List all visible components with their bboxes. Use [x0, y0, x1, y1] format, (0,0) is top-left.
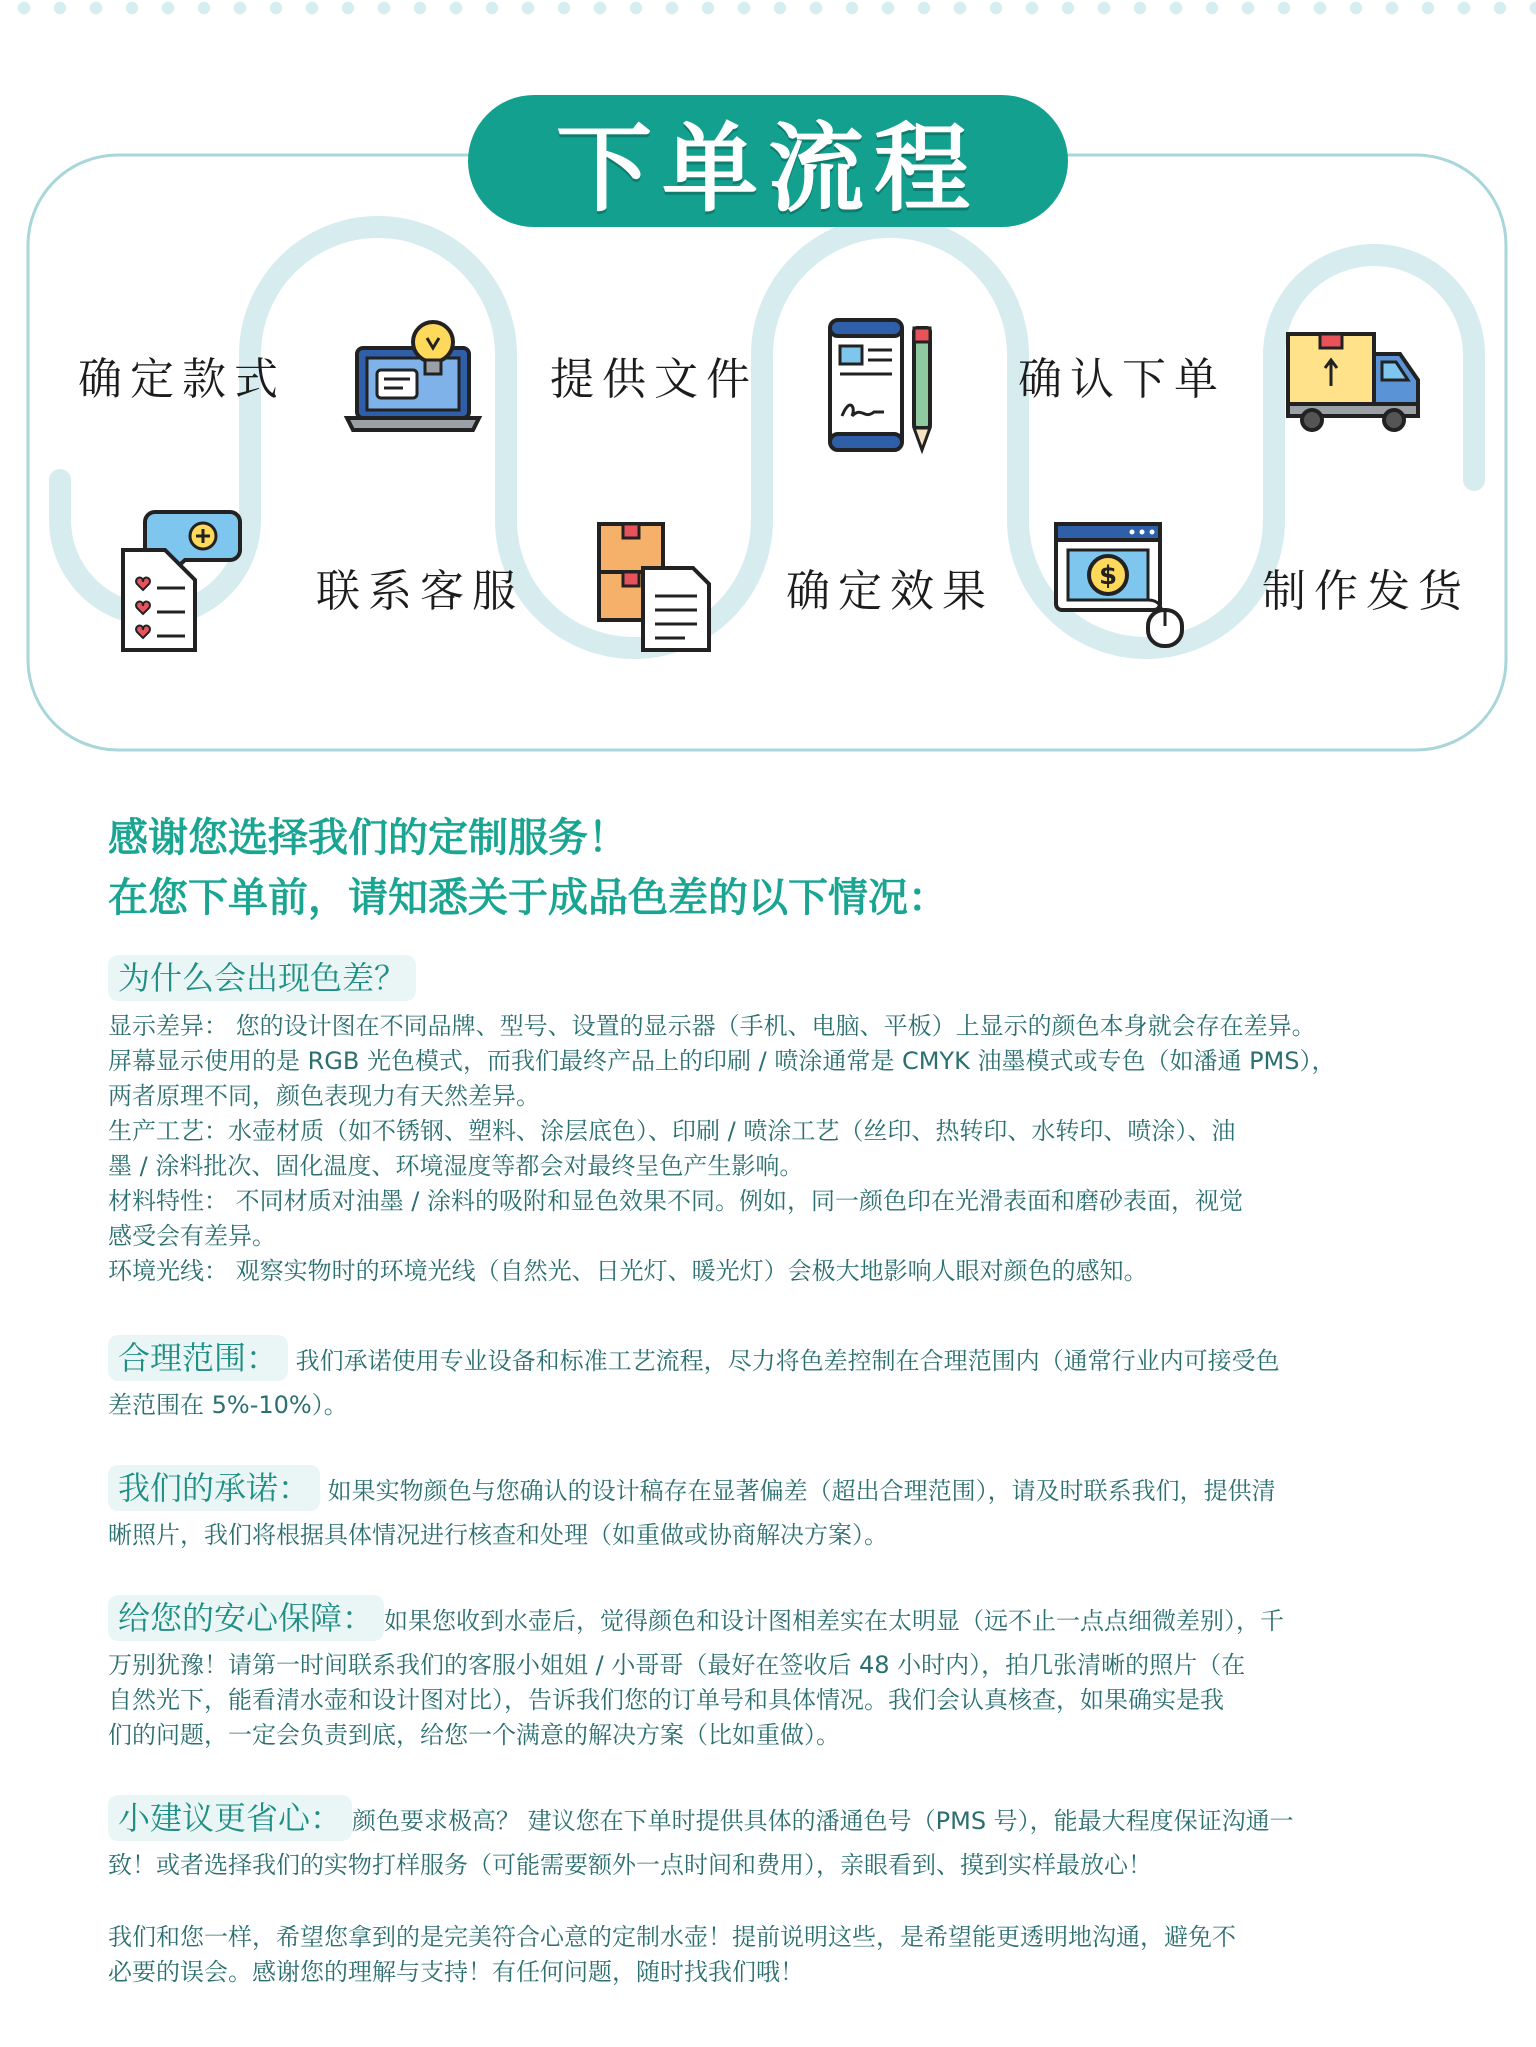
dotted-top-border — [0, 0, 1536, 26]
boxes-document-icon — [595, 520, 715, 655]
why-heading: 为什么会出现色差？ — [108, 955, 416, 1001]
promise-section — [108, 1465, 1438, 1553]
step-label-5: 确认下单 — [1018, 354, 1226, 405]
range-section — [108, 1335, 1438, 1423]
closing-section — [108, 1920, 1438, 1990]
why-line: 环境光线： 观察实物时的环境光线（自然光、日光灯、暖光灯）会极大地影响人眼对颜色的感知。 — [108, 1257, 1148, 1285]
tip-line-2: 致！或者选择我们的实物打样服务（可能需要额外一点时间和费用），亲眼看到、摸到实样最放心！ — [108, 1851, 1152, 1879]
guarantee-line-1: 如果您收到水壶后，觉得颜色和设计图相差实在太明显（远不止一点点细微差别），千 — [384, 1607, 1285, 1635]
guarantee-line: 自然光下，能看清水壶和设计图对比），告诉我们您的订单号和具体情况。我们会认真核查，如果确实是我 — [108, 1686, 1224, 1714]
page-title-badge — [468, 95, 1068, 227]
intro-heading — [108, 808, 948, 928]
laptop-lightbulb-icon — [343, 316, 485, 438]
tip-heading: 小建议更省心： — [108, 1795, 352, 1841]
range-line-2: 差范围在 5%-10%）。 — [108, 1391, 348, 1419]
page-title: 下单流程 — [556, 112, 980, 225]
tip-line-1: 颜色要求极高？ 建议您在下单时提供具体的潘通色号（PMS 号），能最大程度保证沟通一 — [352, 1807, 1294, 1835]
why-section — [108, 955, 1438, 1289]
chat-checklist-icon — [115, 510, 245, 655]
closing-line-1: 我们和您一样，希望您拿到的是完美符合心意的定制水壶！提前说明这些，是希望能更透明地沟通，避免不 — [108, 1923, 1236, 1951]
step-label-3: 提供文件 — [550, 354, 758, 405]
intro-line-2: 在您下单前，请知悉关于成品色差的以下情况： — [108, 875, 948, 921]
step-label-2: 联系客服 — [316, 566, 524, 617]
why-line: 屏幕显示使用的是 RGB 光色模式，而我们最终产品上的印刷 / 喷涂通常是 CMYK 油墨模式或专色（如潘通 PMS）， — [108, 1047, 1336, 1075]
why-line: 感受会有差异。 — [108, 1222, 276, 1250]
why-line: 材料特性： 不同材质对油墨 / 涂料的吸附和显色效果不同。例如，同一颜色印在光滑表面和磨砂表面，视觉 — [108, 1187, 1243, 1215]
phone-signature-pen-icon — [826, 316, 946, 456]
step-label-6: 制作发货 — [1262, 566, 1470, 617]
closing-line-2: 必要的误会。感谢您的理解与支持！有任何问题，随时找我们哦！ — [108, 1958, 804, 1986]
guarantee-section — [108, 1595, 1438, 1753]
why-line: 两者原理不同，颜色表现力有天然差异。 — [108, 1082, 540, 1110]
why-line: 显示差异： 您的设计图在不同品牌、型号、设置的显示器（手机、电脑、平板）上显示的颜色本身就会存在差异。 — [108, 1012, 1316, 1040]
range-line-1: 我们承诺使用专业设备和标准工艺流程，尽力将色差控制在合理范围内（通常行业内可接受色 — [295, 1347, 1280, 1375]
promise-line-2: 晰照片，我们将根据具体情况进行核查和处理（如重做或协商解决方案）。 — [108, 1521, 888, 1549]
delivery-truck-icon — [1284, 330, 1424, 434]
svg-text:$: $ — [1098, 561, 1118, 591]
step-label-1: 确定款式 — [78, 354, 286, 405]
range-heading: 合理范围： — [108, 1335, 288, 1381]
guarantee-heading: 给您的安心保障： — [108, 1595, 384, 1641]
guarantee-line: 们的问题，一定会负责到底，给您一个满意的解决方案（比如重做）。 — [108, 1721, 840, 1749]
step-label-4: 确定效果 — [786, 566, 994, 617]
intro-line-1: 感谢您选择我们的定制服务！ — [108, 815, 628, 861]
promise-line-1: 如果实物颜色与您确认的设计稿存在显著偏差（超出合理范围），请及时联系我们，提供清 — [327, 1477, 1276, 1505]
payment-screen-mouse-icon — [1052, 520, 1192, 650]
promise-heading: 我们的承诺： — [108, 1465, 320, 1511]
why-line: 墨 / 涂料批次、固化温度、环境湿度等都会对最终呈色产生影响。 — [108, 1152, 804, 1180]
tip-section — [108, 1795, 1438, 1883]
guarantee-line: 万别犹豫！请第一时间联系我们的客服小姐姐 / 小哥哥（最好在签收后 48 小时内），拍几张清晰的照片（在 — [108, 1651, 1246, 1679]
why-line: 生产工艺：水壶材质（如不锈钢、塑料、涂层底色）、印刷 / 喷涂工艺（丝印、热转印、水转印、喷涂）、油 — [108, 1117, 1236, 1145]
